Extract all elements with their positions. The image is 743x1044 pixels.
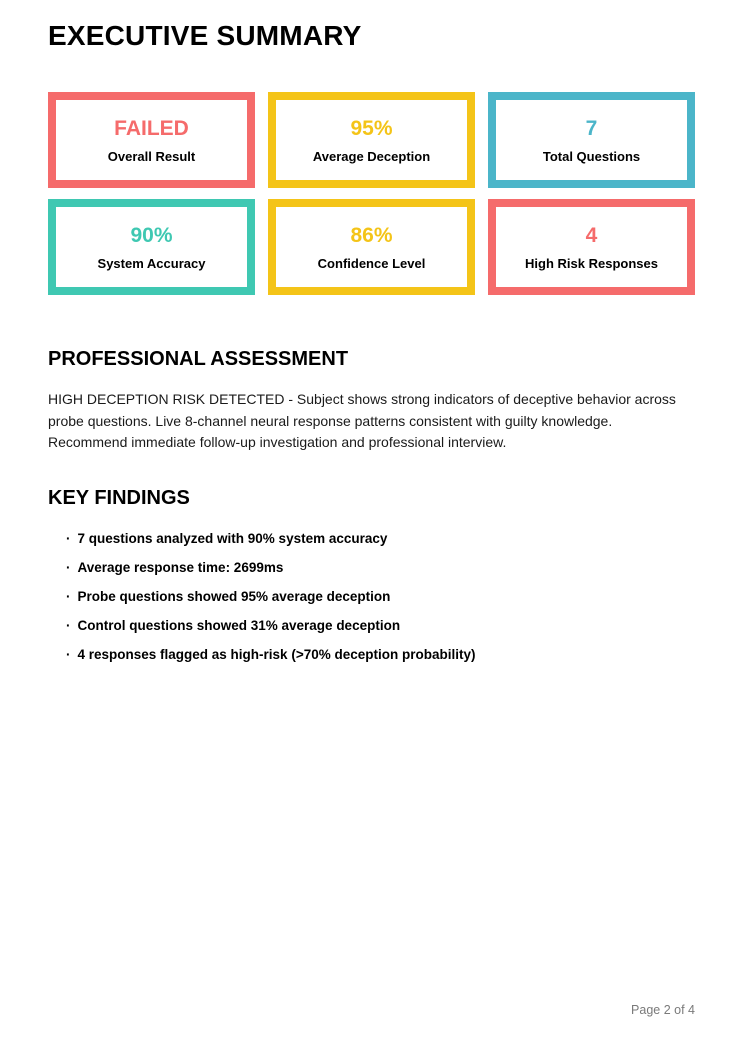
stat-label: Average Deception bbox=[312, 148, 431, 164]
key-finding-text: Probe questions showed 95% average deception bbox=[77, 588, 391, 604]
key-finding-item bbox=[66, 589, 695, 605]
stat-label: System Accuracy bbox=[97, 255, 206, 271]
key-finding-item bbox=[66, 618, 695, 634]
stat-value: 95% bbox=[350, 116, 393, 140]
stat-label: Total Questions bbox=[542, 148, 641, 164]
stat-label: High Risk Responses bbox=[525, 255, 658, 271]
stat-card bbox=[268, 92, 475, 188]
stat-label: Overall Result bbox=[107, 148, 196, 164]
stat-card-grid bbox=[48, 92, 695, 295]
professional-assessment-text: HIGH DECEPTION RISK DETECTED - Subject shows strong indicators of deceptive behavior across probe questions. Live 8-channel neural response patterns consistent with guilty knowledge. Recommend immediate follow-up investigation and professional interview. bbox=[48, 391, 676, 450]
stat-value: 86% bbox=[350, 223, 393, 247]
stat-card bbox=[268, 199, 475, 295]
key-findings-heading: KEY FINDINGS bbox=[48, 486, 190, 509]
stat-card bbox=[48, 92, 255, 188]
stat-value: 90% bbox=[130, 223, 173, 247]
stat-label: Confidence Level bbox=[317, 255, 426, 271]
key-finding-text: Average response time: 2699ms bbox=[77, 559, 284, 575]
bullet-dot-icon: · bbox=[66, 559, 71, 575]
key-finding-text: 7 questions analyzed with 90% system accuracy bbox=[77, 530, 388, 546]
key-finding-item bbox=[66, 647, 695, 663]
bullet-dot-icon: · bbox=[66, 588, 71, 604]
stat-card bbox=[48, 199, 255, 295]
stat-value: FAILED bbox=[114, 116, 189, 140]
stat-value: 4 bbox=[585, 223, 598, 247]
stat-card bbox=[488, 92, 695, 188]
professional-assessment-heading: PROFESSIONAL ASSESSMENT bbox=[48, 348, 349, 370]
bullet-dot-icon: · bbox=[66, 646, 71, 662]
stat-card bbox=[488, 199, 695, 295]
page-title: EXECUTIVE SUMMARY bbox=[48, 20, 362, 51]
bullet-dot-icon: · bbox=[66, 530, 71, 546]
key-finding-item bbox=[66, 560, 695, 576]
key-finding-item bbox=[66, 531, 695, 547]
page-number: Page 2 of 4 bbox=[631, 1003, 695, 1017]
key-finding-text: Control questions showed 31% average deception bbox=[77, 617, 401, 633]
bullet-dot-icon: · bbox=[66, 617, 71, 633]
key-finding-text: 4 responses flagged as high-risk (>70% deception probability) bbox=[77, 646, 476, 662]
stat-value: 7 bbox=[585, 116, 598, 140]
key-findings-list bbox=[48, 531, 695, 663]
